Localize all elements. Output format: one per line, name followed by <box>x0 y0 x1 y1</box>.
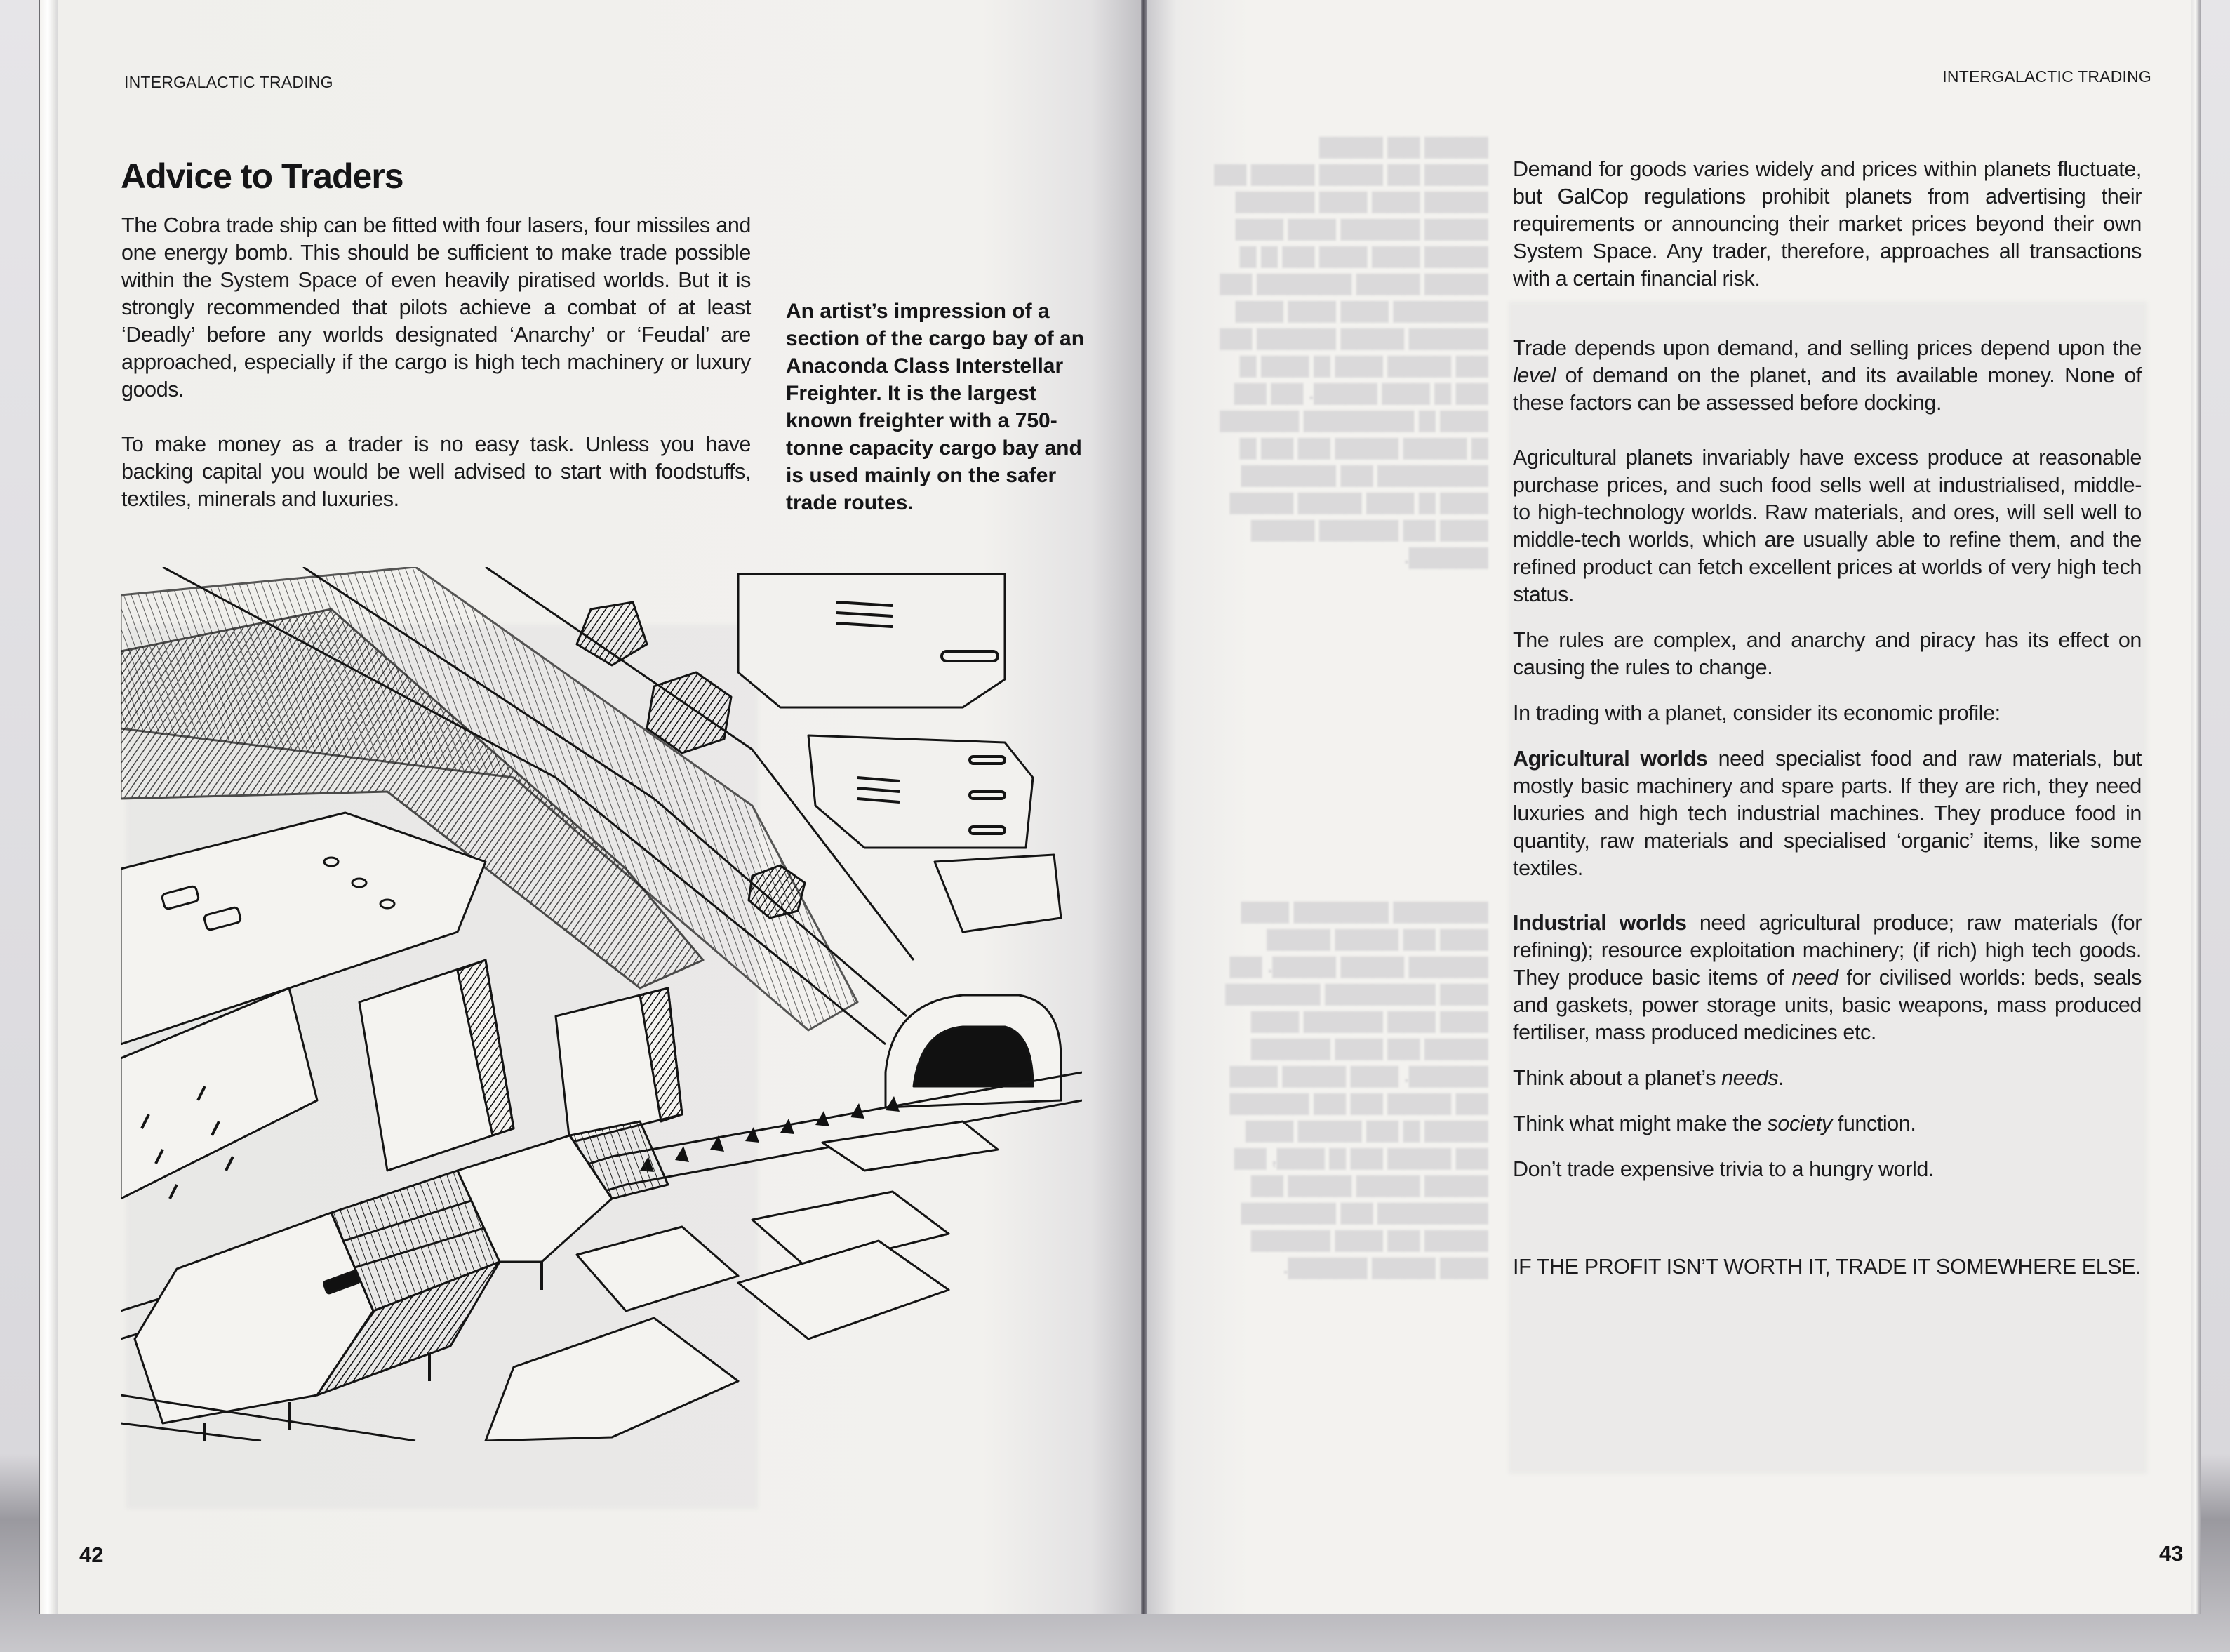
text-span: . <box>1778 1066 1784 1090</box>
emphasis-level: level <box>1513 364 1556 387</box>
cargo-bay-illustration <box>121 567 1082 1441</box>
paragraph-agricultural-planets: Agricultural planets invariably have excess produce at reasonable purchase prices, and such food sells well at industrialised, middle- to high-technology worlds. Raw materials, and ores, will sell well to middle-tech worlds, which are usually able to refine them, and the refined product can fetch excellent prices at worlds of very high tech status. <box>1513 446 2142 606</box>
term-industrial-worlds: Industrial worlds <box>1513 911 1687 935</box>
floor-panel <box>486 1318 738 1441</box>
running-head-right: INTERGALACTIC TRADING <box>1942 67 2151 86</box>
page-number-left: 42 <box>79 1543 104 1567</box>
emphasis-needs: needs <box>1721 1066 1779 1090</box>
show-through-text: ▇▇▇▇ ▇▇ ▇▇▇▇ ▇▇▇▇ ▇▇ ▇▇▇▇ ▇▇▇▇ ▇▇ ▇▇▇▇ ▇▇▇ ▇▇▇ ▇▇▇▇▇ ▇▇▇▇ ▇▇▇▇▇ ▇▇▇ ▇▇▇ ▇▇▇▇ ▇▇▇ ▇▇▇ ▇▇ ▇ ▇ ▇▇▇▇ ▇▇▇▇ ▇▇▇▇▇▇ ▇▇ ▇▇▇▇▇▇ ▇▇▇ ▇▇▇ ▇▇▇ ▇▇▇▇▇ ▇▇▇▇ ▇▇▇▇▇ ▇▇ ▇▇ ▇▇▇▇ ▇▇▇ ▇ ▇▇▇ ▇ ▇▇ ▇ ▇▇▇ ▇▇▇▇. ▇▇ ▇▇ ▇▇▇ ▇ ▇▇▇▇▇▇▇ ▇▇▇▇▇ ▇ ▇▇▇▇ ▇▇▇▇ ▇▇ ▇▇ ▇ ▇▇▇▇▇▇▇ ▇▇ ▇▇▇▇▇▇ ▇▇▇ ▇ ▇▇▇ ▇▇▇▇ ▇▇▇▇ ▇▇▇ ▇▇ ▇▇▇▇▇ ▇▇▇▇ ▇▇▇▇▇. <box>1214 135 1488 568</box>
right-body-text <box>1513 156 2142 1281</box>
text-span: Trade depends upon demand, and selling prices depend upon the <box>1513 336 2142 360</box>
text-span: need agricultural produce; raw materials (for refining); resource exploitation machinery; (if rich) high tech goods. They produce basic items of <box>1513 911 2142 990</box>
paragraph-rules: The rules are complex, and anarchy and piracy has its effect on causing the rules to change. <box>1513 628 2142 679</box>
floor-panel <box>738 1241 949 1339</box>
emphasis-need: need <box>1791 966 1838 990</box>
paragraph-society <box>1513 1110 2142 1138</box>
floor-panel <box>577 1227 738 1311</box>
illustration-caption: An artist’s impression of a section of the cargo bay of an Anaconda Class Interstellar Freighter. It is the largest known freighter with a 750-tonne capacity cargo bay and is used mainly on the safer trade routes. <box>786 300 1085 514</box>
cargo-canister <box>135 1213 373 1423</box>
paragraph-cobra-equipment: The Cobra trade ship can be fitted with four lasers, four missiles and one energy bomb. This should be sufficient to make trade possible within the System Space of even heavily piratised worlds. But it is strongly recommended that pilots achieve a combat of at least ‘Deadly’ before any worlds designated ‘Anarchy’ or ‘Feudal’ are approached, especially if the cargo is high tech machinery or luxury goods. <box>121 213 751 401</box>
paragraph-agricultural-worlds <box>1513 745 2142 882</box>
paragraph-needs <box>1513 1065 2142 1092</box>
paragraph-demand: Demand for goods varies widely and prices within planets fluctuate, but GalCop regulations prohibit planets from advertising their requirements or announcing their market prices beyond their own System Space. Any trader, therefore, approaches all transactions with a certain financial risk. <box>1513 157 2142 291</box>
paragraph-making-money: To make money as a trader is no easy task. Unless you have backing capital you would be well advised to start with foodstuffs, textiles, minerals and luxuries. <box>121 432 751 511</box>
page-number-right: 43 <box>2159 1541 2184 1566</box>
paragraph-trivia: Don’t trade expensive trivia to a hungry world. <box>1513 1157 1934 1181</box>
term-agricultural-worlds: Agricultural worlds <box>1513 747 1708 771</box>
running-head-left: INTERGALACTIC TRADING <box>124 73 333 91</box>
book-page-edges-left <box>39 0 60 1614</box>
text-span: Think about a planet’s <box>1513 1066 1722 1090</box>
hex-hatch <box>577 602 647 665</box>
text-span: function. <box>1831 1112 1916 1135</box>
ceiling-panel <box>935 855 1061 932</box>
book-page-edges-right <box>2191 0 2201 1614</box>
text-span: for civilised worlds: beds, seals and gaskets, power storage units, basic weapons, mass produced fertiliser, mass produced medicines etc. <box>1513 966 2142 1044</box>
emphasis-society: society <box>1767 1112 1832 1135</box>
text-span: need specialist food and raw materials, but mostly basic machinery and spare parts. If they are rich, they need luxuries and high tech industrial machines. They produce food in quantity, raw materials and specialised ‘organic’ items, like some textiles. <box>1513 747 2142 880</box>
book-gutter <box>1141 0 1147 1614</box>
floor-panel <box>822 1121 998 1171</box>
article-title: Advice to Traders <box>121 156 403 196</box>
text-span: Think what might make the <box>1513 1112 1768 1135</box>
show-through-text: ▇▇▇▇▇▇ ▇▇▇▇▇▇ ▇▇▇ ▇▇▇ ▇▇ ▇▇▇▇ ▇▇▇▇ ▇▇▇▇▇ ▇▇▇▇ ▇▇▇▇. ▇▇ ▇▇▇ ▇▇▇▇▇▇▇ ▇▇▇▇▇▇ ▇▇▇ ▇▇▇ ▇▇▇▇▇ ▇▇▇ ▇▇▇▇ ▇▇ ▇▇▇ ▇▇▇▇▇ ▇▇▇▇▇. ▇▇▇ ▇▇▇▇ ▇▇▇ ▇▇ ▇▇▇▇ ▇▇ ▇▇ ▇▇▇▇▇ ▇▇▇▇ ▇ ▇▇ ▇▇▇▇ ▇▇▇ ▇▇ ▇▇▇▇ ▇▇ ▇ ▇▇▇, ▇▇ ▇▇▇▇ ▇▇▇▇ ▇▇▇▇ ▇▇ ▇▇▇▇▇▇▇ ▇▇ ▇▇▇▇▇▇ ▇▇▇▇ ▇▇ ▇▇▇ ▇▇▇▇▇ ▇▇▇ ▇▇▇▇ ▇▇▇▇▇. <box>1226 900 1488 1279</box>
paragraph-trade-depends <box>1513 335 2142 417</box>
ceiling-panel <box>738 574 1005 707</box>
floor-line <box>121 1423 261 1441</box>
closing-motto: IF THE PROFIT ISN’T WORTH IT, TRADE IT SOMEWHERE ELSE. <box>1513 1255 2142 1279</box>
text-span: of demand on the planet, and its available money. None of these factors can be assessed before docking. <box>1513 364 2142 415</box>
paragraph-economic-profile: In trading with a planet, consider its economic profile: <box>1513 701 2001 725</box>
paragraph-industrial-worlds <box>1513 910 2142 1046</box>
left-body-text <box>121 212 751 540</box>
